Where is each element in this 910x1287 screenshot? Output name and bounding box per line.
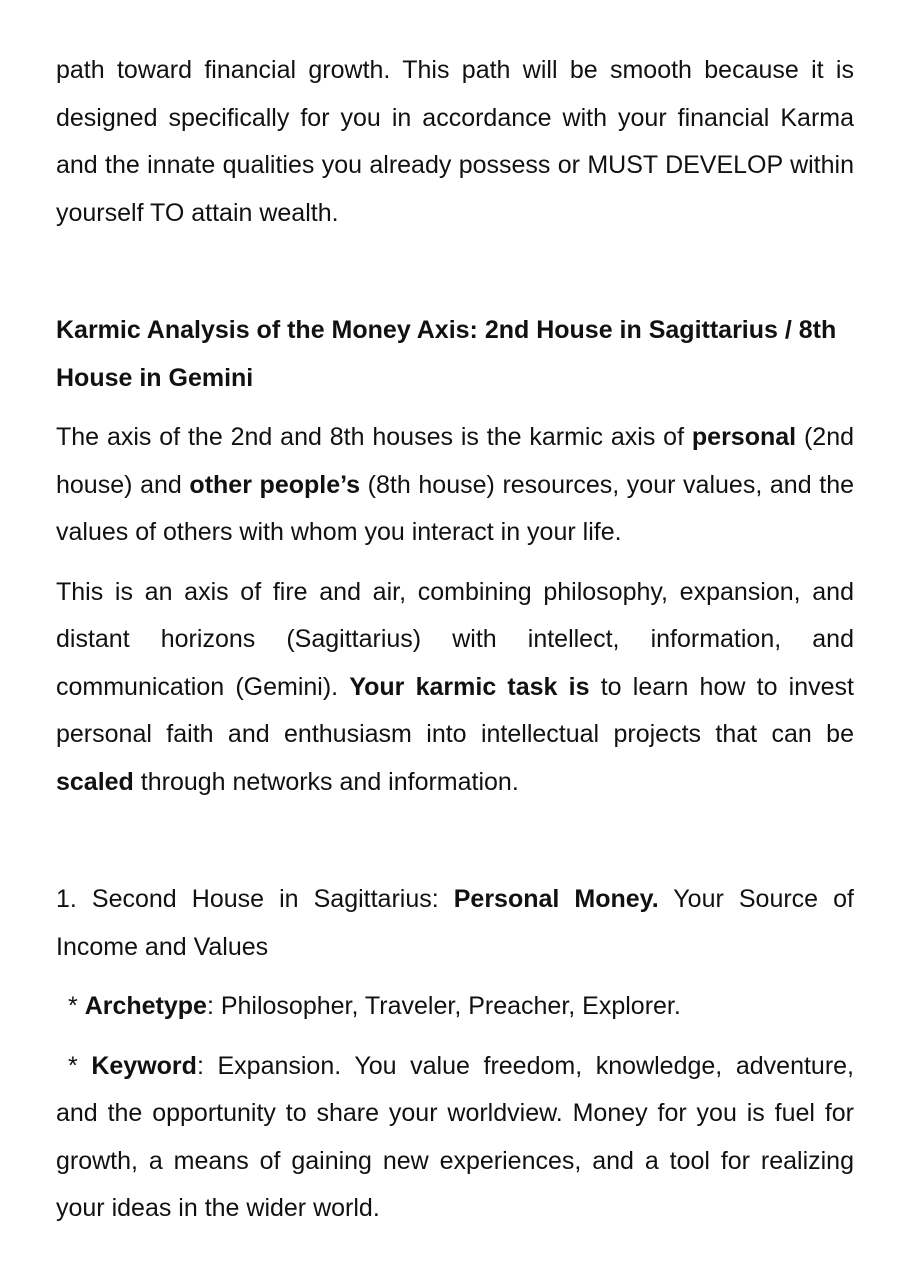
elements-paragraph [56, 569, 854, 807]
elements-text-d: through networks and information. [133, 767, 519, 796]
keyword-text: : Expansion. You value freedom, knowledge, adventure, and the opportunity to share your worldview. Money for you is fuel for growth, a means of gaining new experiences, and a tool for realizing your ideas in the wider world. [56, 1051, 854, 1222]
archetype-label: Archetype [84, 992, 207, 1020]
axis-text-c: (2nd house) and [56, 423, 855, 499]
axis-bold-personal: personal [691, 423, 797, 451]
item1-suffix: Your Source of Income and Values [56, 885, 854, 961]
elements-bold-scaled: scaled [56, 767, 134, 796]
axis-text-a: The axis of the 2nd and 8th houses is the karmic axis of [56, 423, 692, 451]
archetype-text: : Philosopher, Traveler, Preacher, Explorer. [206, 992, 681, 1020]
elements-bold-task: Your karmic task is [349, 672, 590, 701]
axis-text-d: (8th house) resources, your values, and the values of others with whom you interact in your life. [56, 470, 854, 546]
item1-prefix: 1. Second House in Sagittarius: [56, 885, 454, 913]
axis-paragraph [56, 414, 854, 557]
elements-text-c: to learn how to invest personal faith and enthusiasm into intellectual projects that can be [56, 672, 854, 748]
bullet-keyword [56, 1043, 854, 1233]
intro-text: path toward financial growth. This path will be smooth because it is designed specifically for you in accordance with your financial Karma and the innate qualities you already possess or MUST DEVELOP within yourself TO attain wealth. [56, 56, 854, 227]
bullet-archetype [56, 983, 854, 1031]
elements-text-a: This is an axis of fire and air, combining philosophy, expansion, and distant horizons (Sagittarius) with intellect, information, and communication (Gemini). [56, 577, 854, 701]
archetype-star: * [68, 992, 85, 1020]
intro-paragraph [56, 47, 854, 237]
item1-bold: Personal Money. [453, 885, 659, 913]
section-heading [56, 307, 854, 402]
document-page [56, 47, 854, 1245]
axis-bold-others: other people’s [189, 470, 361, 499]
keyword-label: Keyword [91, 1051, 197, 1080]
list-item-second-house [56, 876, 854, 971]
section-heading-text: Karmic Analysis of the Money Axis: 2nd House in Sagittarius / 8th House in Gemini [56, 316, 837, 392]
keyword-star: * [68, 1051, 92, 1080]
